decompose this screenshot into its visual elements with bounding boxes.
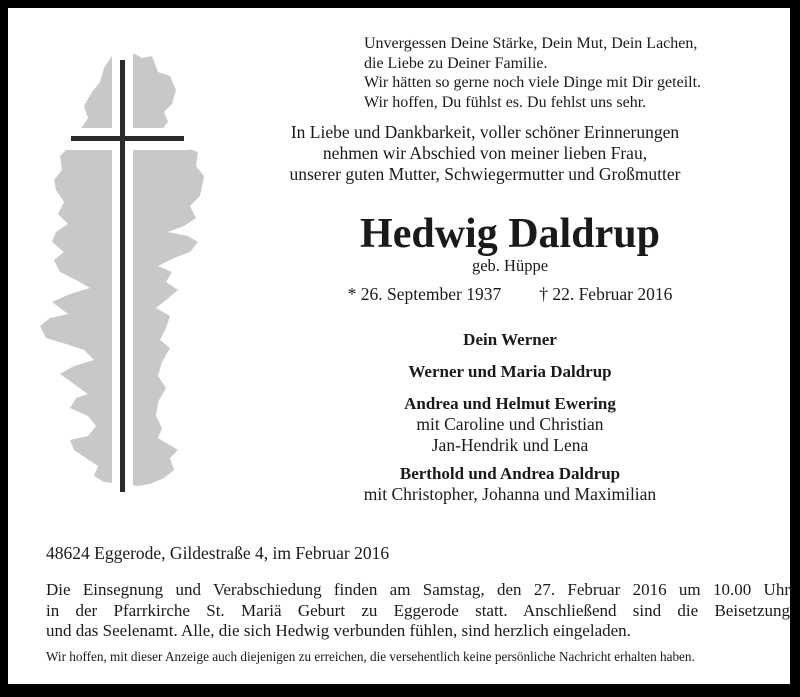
poem-line: die Liebe zu Deiner Familie. bbox=[364, 54, 548, 72]
poem-line: Wir hätten so gerne noch viele Dinge mit Dir geteilt. bbox=[364, 74, 702, 91]
mourner-name: Werner und Maria Daldrup bbox=[408, 362, 612, 381]
memorial-poem bbox=[364, 34, 701, 112]
mourner-name: Dein Werner bbox=[463, 330, 557, 349]
obituary-notice bbox=[8, 8, 790, 684]
intro-line: In Liebe und Dankbarkeit, voller schöner Erinnerungen bbox=[290, 122, 680, 142]
ceremony-line: und das Seelenamt. Alle, die sich Hedwig verbunden fühlen, sind herzlich eingeladen. bbox=[46, 621, 631, 640]
deceased-name: Hedwig Daldrup bbox=[360, 211, 660, 257]
mourner-name: Berthold und Andrea Daldrup bbox=[399, 464, 621, 483]
intro-line: nehmen wir Abschied von meiner lieben Frau, bbox=[322, 143, 648, 163]
ceremony-line: in der Pfarrkirche St. Mariä Geburt zu Eggerode statt. Anschließend sind die Beisetzung bbox=[46, 600, 790, 620]
mourner-name: Andrea und Helmut Ewering bbox=[404, 394, 616, 413]
life-dates bbox=[300, 284, 720, 305]
ceremony-line: Die Einsegnung und Verabschiedung finden am Samstag, den 27. Februar 2016 um 10.00 Uhr bbox=[46, 580, 790, 599]
footnote: Wir hoffen, mit dieser Anzeige auch diejenigen zu erreichen, die versehentlich keine persönliche Nachricht erhalten haben. bbox=[46, 649, 695, 664]
ceremony-info bbox=[46, 580, 790, 642]
poem-line: Unvergessen Deine Stärke, Dein Mut, Dein Lachen, bbox=[364, 35, 698, 52]
mourner-children: mit Christopher, Johanna und Maximilian bbox=[363, 484, 657, 504]
intro-text bbox=[270, 122, 700, 185]
death-date: † 22. Februar 2016 bbox=[539, 284, 673, 304]
intro-line: unserer guten Mutter, Schwiegermutter und Großmutter bbox=[289, 164, 681, 184]
mourner-children: mit Caroline und Christian bbox=[416, 414, 604, 434]
mourner-children: Jan-Hendrik und Lena bbox=[431, 435, 589, 455]
birth-date: * 26. September 1937 bbox=[347, 284, 502, 304]
mourners-list bbox=[300, 329, 720, 505]
cross-icon bbox=[40, 46, 210, 526]
poem-line: Wir hoffen, Du fühlst es. Du fehlst uns sehr. bbox=[364, 93, 647, 111]
maiden-name: geb. Hüppe bbox=[471, 256, 549, 275]
cross-vertical-bar bbox=[120, 60, 125, 492]
address-line: 48624 Eggerode, Gildestraße 4, im Februar 2016 bbox=[46, 543, 390, 563]
cross-horizontal-bar bbox=[71, 136, 184, 141]
